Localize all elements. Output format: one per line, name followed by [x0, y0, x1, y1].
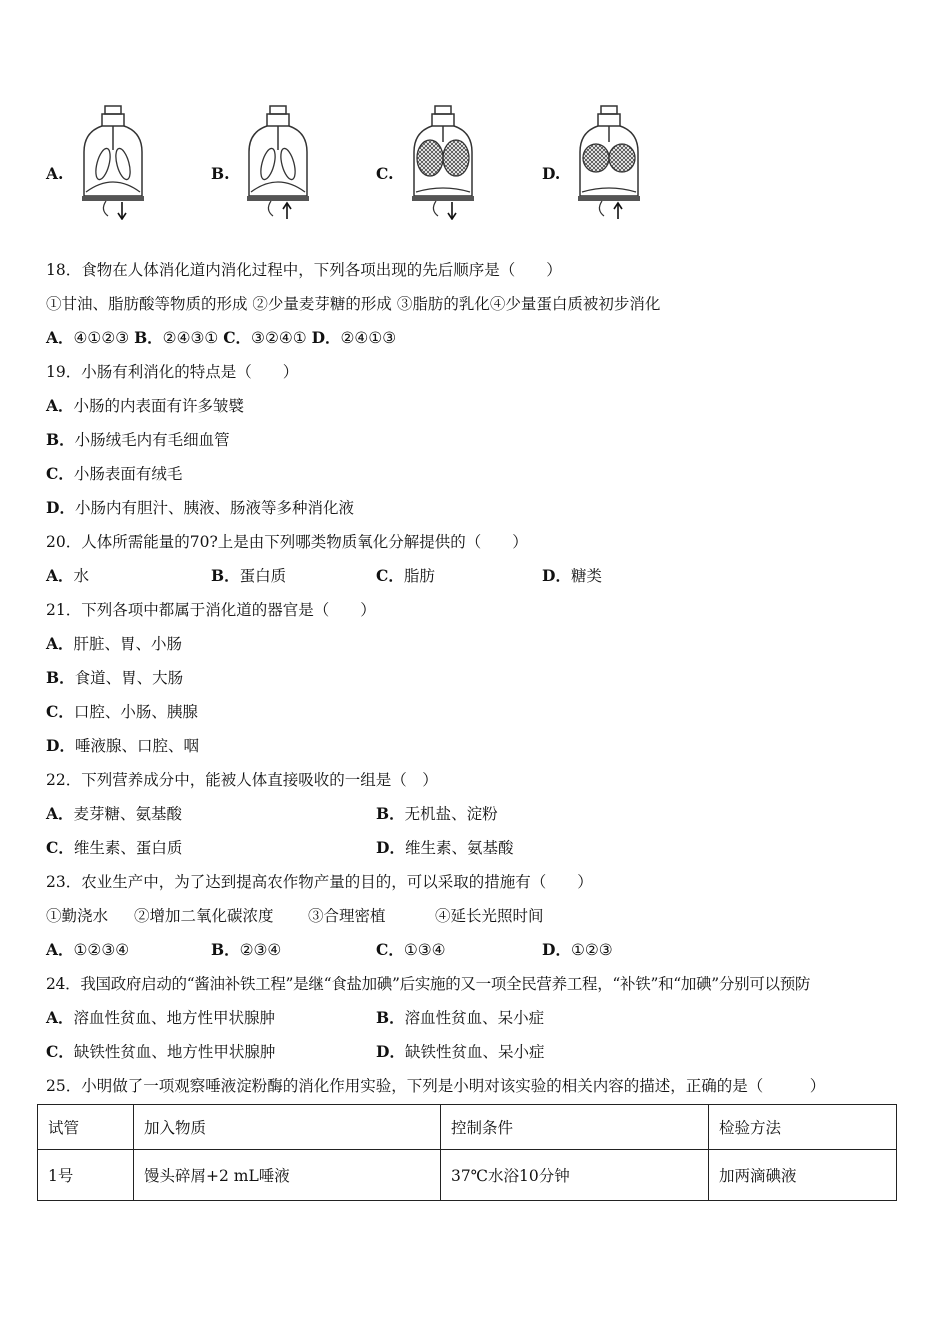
q20-option-c: C．脂肪 [376, 566, 435, 585]
option-label: B． [134, 328, 163, 347]
q20-option-b: B．蛋白质 [211, 566, 287, 585]
q24-stem: 24．我国政府启动的“酱油补铁工程”是继“食盐加碘”后实施的又一项全民营养工程，“补铁”和“加碘”分别可以预防 [46, 975, 811, 993]
q18-items: ①甘油、脂肪酸等物质的形成 ②少量麦芽糖的形成 ③脂肪的乳化④少量蛋白质被初步消化 [46, 295, 661, 313]
table-cell: 1号 [38, 1150, 134, 1201]
q21-option-d: D．唾液腺、口腔、咽 [46, 736, 199, 755]
q17-figure-a [78, 104, 148, 220]
table-cell: 馒头碎屑+2 mL唾液 [134, 1150, 441, 1201]
q25-experiment-table [37, 1104, 897, 1201]
q22-stem: 22．下列营养成分中，能被人体直接吸收的一组是（ ） [46, 771, 438, 789]
option-text: ④①②③ [73, 329, 130, 347]
table-cell: 加两滴碘液 [709, 1150, 897, 1201]
q17-option-label: A. [46, 164, 64, 183]
q24-option-d: D．缺铁性贫血、呆小症 [376, 1042, 545, 1061]
q18-stem: 18．食物在人体消化道内消化过程中，下列各项出现的先后顺序是（ ） [46, 261, 562, 279]
q21-option-a: A．肝脏、胃、小肠 [46, 634, 183, 653]
q19-option-c: C．小肠表面有绒毛 [46, 464, 183, 483]
option-text: ②④③① [162, 329, 219, 347]
q21-option-c: C．口腔、小肠、胰腺 [46, 702, 198, 721]
q22-option-d: D．维生素、氨基酸 [376, 838, 514, 857]
q19-option-d: D．小肠内有胆汁、胰液、肠液等多种消化液 [46, 498, 354, 517]
q24-option-c: C．缺铁性贫血、地方性甲状腺肿 [46, 1042, 276, 1061]
q17-option-label: C. [376, 164, 394, 183]
q22-option-b: B．无机盐、淀粉 [376, 804, 498, 823]
q21-stem: 21．下列各项中都属于消化道的器官是（ ） [46, 601, 376, 619]
q23-item: ①勤浇水 [46, 907, 109, 925]
q17-option-label: B. [211, 164, 230, 183]
option-label: D． [311, 328, 341, 347]
option-label: C． [223, 328, 252, 347]
q19-option-a: A．小肠的内表面有许多皱襞 [46, 396, 245, 415]
option-text: ②④①③ [340, 329, 397, 347]
q23-option-a: A．①②③④ [46, 940, 130, 959]
q17-figure-b [243, 104, 313, 220]
q17-option-label: D. [542, 164, 561, 183]
q23-stem: 23．农业生产中，为了达到提高农作物产量的目的，可以采取的措施有（ ） [46, 873, 593, 891]
table-header-cell: 控制条件 [441, 1105, 709, 1150]
q18-options [46, 328, 396, 348]
q23-option-b: B．②③④ [211, 940, 282, 959]
table-header-cell: 试管 [38, 1105, 134, 1150]
table-header-cell: 加入物质 [134, 1105, 441, 1150]
table-header-row [38, 1105, 897, 1150]
option-text: ③②④① [251, 329, 307, 347]
q20-stem: 20．人体所需能量的70?上是由下列哪类物质氧化分解提供的（ ） [46, 533, 528, 551]
table-cell: 37℃水浴10分钟 [441, 1150, 709, 1201]
table-row [38, 1150, 897, 1201]
q19-stem: 19．小肠有利消化的特点是（ ） [46, 363, 299, 381]
q23-option-c: C．①③④ [376, 940, 446, 959]
q24-option-b: B．溶血性贫血、呆小症 [376, 1008, 545, 1027]
q22-option-a: A．麦芽糖、氨基酸 [46, 804, 183, 823]
q23-item: ③合理密植 [308, 907, 386, 925]
q21-option-b: B．食道、胃、大肠 [46, 668, 184, 687]
option-label: A． [46, 328, 74, 347]
q20-option-a: A．水 [46, 566, 90, 585]
table-header-cell: 检验方法 [709, 1105, 897, 1150]
q19-option-b: B．小肠绒毛内有毛细血管 [46, 430, 230, 449]
q20-option-d: D．糖类 [542, 566, 602, 585]
q22-option-c: C．维生素、蛋白质 [46, 838, 183, 857]
q17-figure-d [574, 104, 644, 220]
q24-option-a: A．溶血性贫血、地方性甲状腺肿 [46, 1008, 276, 1027]
q23-item: ②增加二氧化碳浓度 [134, 907, 274, 925]
q25-stem: 25．小明做了一项观察唾液淀粉酶的消化作用实验，下列是小明对该实验的相关内容的描述，正确的是（ ） [46, 1077, 826, 1095]
q17-figure-c [408, 104, 478, 220]
q23-option-d: D．①②③ [542, 940, 613, 959]
q23-item: ④延长光照时间 [435, 907, 544, 925]
